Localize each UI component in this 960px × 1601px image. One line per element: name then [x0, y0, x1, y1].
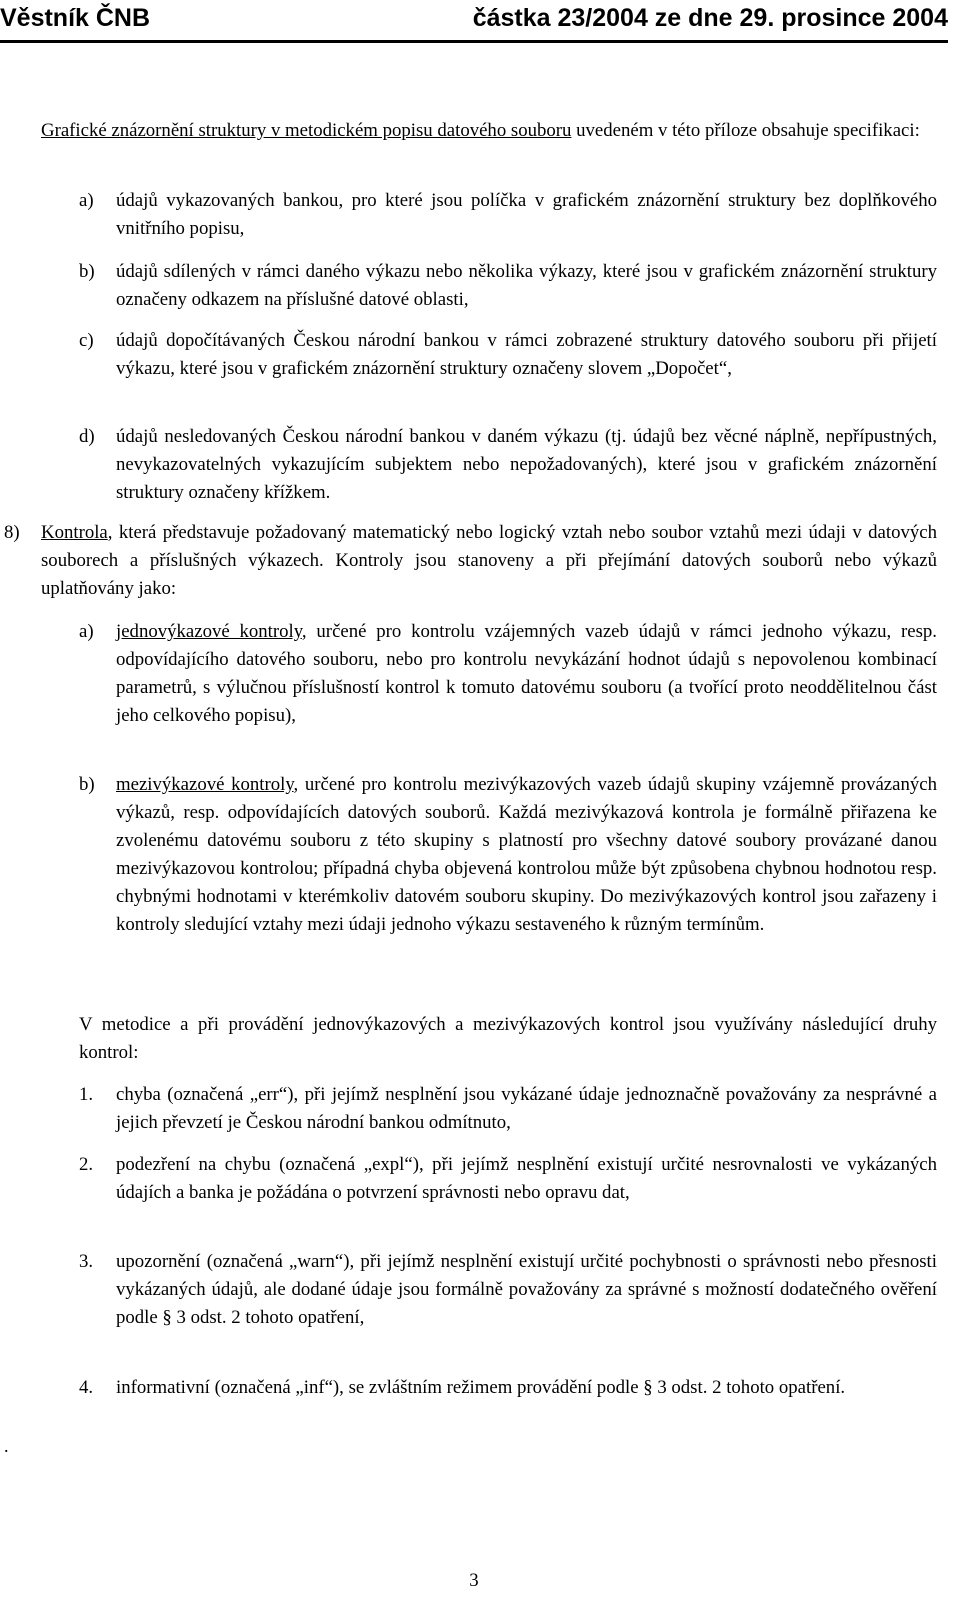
issue-date: částka 23/2004 ze dne 29. prosince 2004 [472, 4, 948, 32]
spec-item-b-label: b) [79, 261, 95, 282]
spec-item-a-text: údajů vykazovaných bankou, pro které jsou políčka v grafickém znázornění struktury bez doplňkového vnitřního popisu, [116, 190, 937, 239]
check-kind-1-text: chyba (označená „err“), při jejímž nesplnění jsou vykázané údaje jednoznačně považovány za nesprávné a jejich převzetí je Českou národní bankou odmítnuto, [116, 1084, 937, 1133]
control-type-b-desc: , určené pro kontrolu mezivýkazových vazeb údajů skupiny vzájemně provázaných výkazů, resp. odpovídajících datových souborů. Každá mezivýkazová kontrola je formálně přiřazena ke zvolenému datovému souboru z této skupiny s platností pro všechny datové soubory provázané danou mezivýkazovou kontrolou; případná chyba objevená kontrolou může být způsobena chybnou hodnotou resp. chybnými hodnotami v kterémkoliv datovém souboru skupiny. Do mezivýkazových kontrol jsou zařazeny i kontroly sledující vztahy mezi údaji jednoho výkazu sestaveného k různým termínům. [116, 774, 937, 935]
check-kind-2-text: podezření na chybu (označená „expl“), při jejímž nesplnění existují určité nesrovnalosti ve vykázaných údajích a banka je požádána o potvrzení správnosti nebo opravu dat, [116, 1154, 937, 1203]
control-type-b-text [116, 771, 937, 939]
journal-title: Věstník ČNB [0, 4, 151, 32]
check-kind-3-label: 3. [79, 1251, 94, 1272]
intro-rest: uvedeném v této příloze obsahuje specifikaci: [571, 120, 920, 141]
control-type-a-desc: , určené pro kontrolu vzájemných vazeb údajů v rámci jednoho výkazu, resp. odpovídajícího datového souboru, nebo pro kontrolu nevykázání hodnot údajů s nepovolenou kombinací parametrů, s výlučnou příslušností kontrol k tomuto datovému souboru (a tvořící proto neoddělitelnou část jeho celkového popisu), [116, 621, 937, 726]
control-type-a-term: jednovýkazové kontroly [116, 621, 302, 642]
section-8-number: 8) [4, 522, 20, 543]
control-type-a-label: a) [79, 621, 94, 642]
intro-paragraph [41, 117, 937, 145]
spec-item-c-label: c) [79, 330, 94, 351]
spec-item-c-text: údajů dopočítávaných Českou národní bankou v rámci zobrazené struktury datového souboru při přijetí výkazu, které jsou v grafickém znázornění struktury označeny slovem „Dopočet“, [116, 330, 937, 379]
control-type-b-term: mezivýkazové kontroly [116, 774, 294, 795]
check-kind-4-label: 4. [79, 1377, 94, 1398]
check-kind-1-label: 1. [79, 1084, 94, 1105]
check-kind-3-text: upozornění (označená „warn“), při jejímž nesplnění existují určité pochybnosti o správnosti nebo přesnosti vykázaných údajů, ale dodané údaje jsou formálně považovány za správné s možností dodatečného ověření podle § 3 odst. 2 tohoto opatření, [116, 1251, 937, 1328]
spec-item-d-label: d) [79, 426, 95, 447]
check-kind-2-label: 2. [79, 1154, 94, 1175]
section-8-term: Kontrola [41, 522, 108, 543]
stray-mark: . [4, 1436, 9, 1456]
page-header [0, 0, 948, 43]
methodology-paragraph: V metodice a při provádění jednovýkazových a mezivýkazových kontrol jsou využívány následující druhy kontrol: [79, 1014, 937, 1063]
intro-underlined: Grafické znázornění struktury v metodickém popisu datového souboru [41, 120, 572, 141]
check-kind-4-text: informativní (označená „inf“), se zvláštním režimem provádění podle § 3 odst. 2 tohoto opatření. [116, 1377, 846, 1398]
spec-item-d-text: údajů nesledovaných Českou národní bankou v daném výkazu (tj. údajů bez věcné náplně, nepřípustných, nevykazovatelných vykazujícím subjektem nebo nepožadovaných), které jsou v grafickém znázornění struktury označeny křížkem. [116, 426, 937, 503]
section-8-text: , která představuje požadovaný matematický nebo logický vztah nebo soubor vztahů mezi údaji v datových souborech a příslušných výkazech. Kontroly jsou stanoveny a při přejímání datových souborů nebo výkazů uplatňovány jako: [41, 522, 937, 599]
control-type-a-text [116, 618, 937, 730]
spec-item-a-label: a) [79, 190, 94, 211]
page-number: 3 [469, 1570, 479, 1591]
control-type-b-label: b) [79, 774, 95, 795]
spec-item-b-text: údajů sdílených v rámci daného výkazu nebo několika výkazy, které jsou v grafickém znázornění struktury označeny odkazem na příslušné datové oblasti, [116, 261, 937, 310]
section-8-paragraph [41, 519, 937, 603]
